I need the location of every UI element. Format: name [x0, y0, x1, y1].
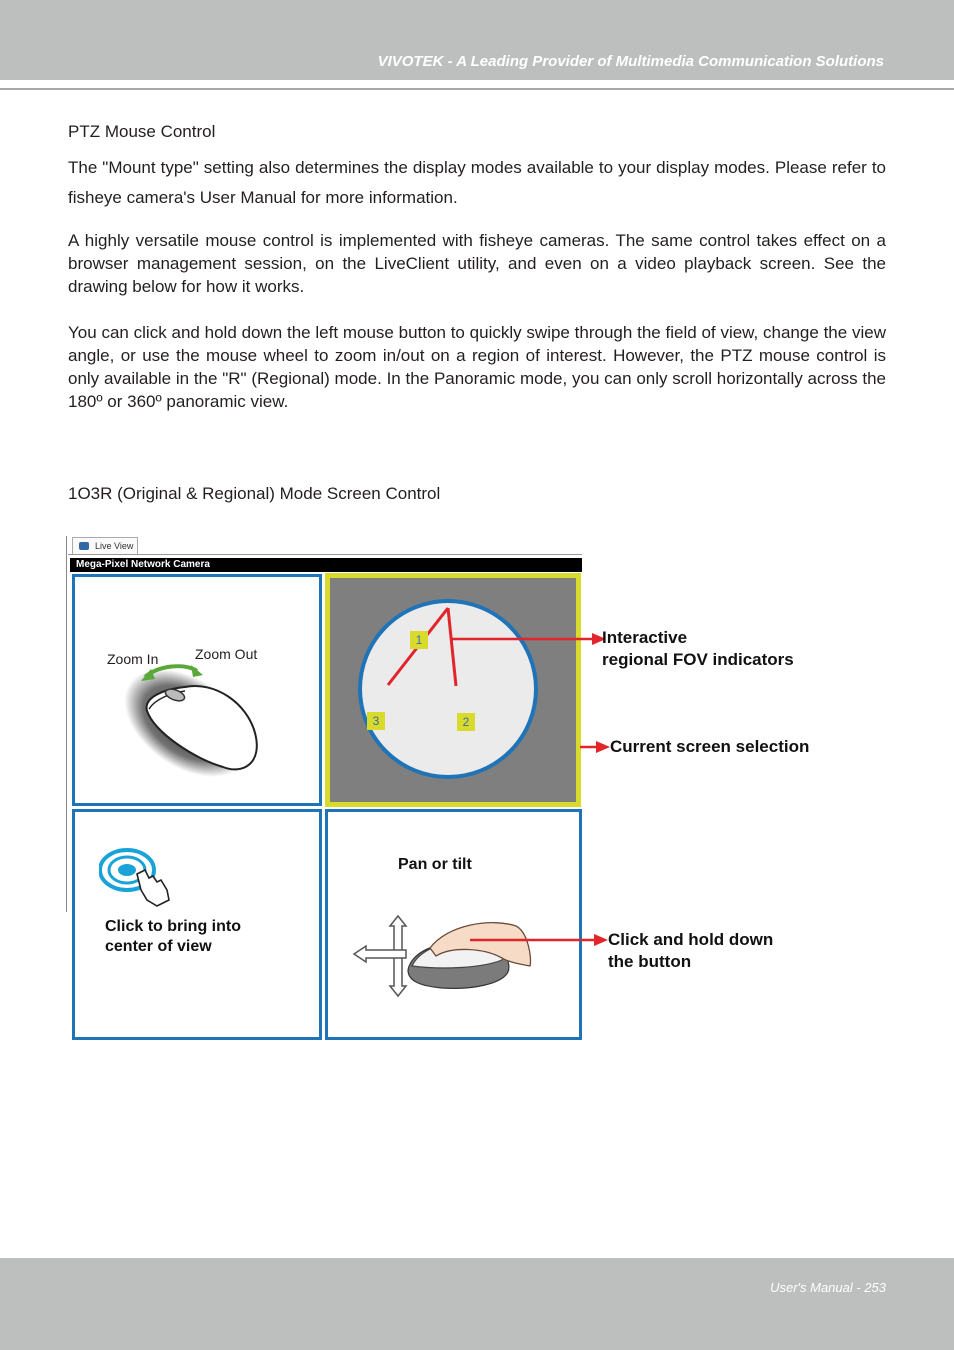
zoom-in-label: Zoom In [107, 651, 159, 667]
header-title: VIVOTEK - A Leading Provider of Multimedia Communication Solutions [377, 53, 884, 70]
callout-fov-line1: Interactive [602, 628, 688, 647]
header-divider [0, 88, 954, 90]
fov-indicator-2[interactable]: 2 [457, 713, 475, 731]
callout-hold-line2: the button [608, 952, 692, 971]
page-header [0, 0, 954, 80]
click-center-line2: center of view [105, 938, 212, 955]
callout-fov-line2: regional FOV indicators [602, 650, 794, 669]
callout-arrows [66, 536, 846, 1046]
screen-control-figure [66, 536, 846, 1046]
window-title-bar: Mega-Pixel Network Camera [70, 558, 582, 572]
fov-indicator-3[interactable]: 3 [367, 712, 385, 730]
callout-hold-line1: Click and hold down [608, 930, 774, 949]
tab-live-view-label: Live View [95, 541, 134, 551]
page-footer [0, 1258, 954, 1350]
section-title-1o3r: 1O3R (Original & Regional) Mode Screen Control [68, 484, 441, 503]
pan-tilt-label: Pan or tilt [398, 856, 472, 873]
section-title-ptz: PTZ Mouse Control [68, 122, 216, 141]
page-number: User's Manual - 253 [770, 1280, 886, 1295]
paragraph-mouse-control: A highly versatile mouse control is implemented with fisheye cameras. The same control takes effect on a browser management session, on the LiveClient utility, and even on a video playback screen. See the drawing below for how it works. [68, 231, 886, 296]
paragraph-swipe: You can click and hold down the left mouse button to quickly swipe through the field of view, change the view angle, or use the mouse wheel to zoom in/out on a region of interest. However, the PTZ mouse control is only available in the "R" (Regional) mode. In the Panoramic mode, you can only scroll horizontally across the 180º or 360º panoramic view. [68, 323, 886, 411]
fov-indicator-1[interactable]: 1 [410, 631, 428, 649]
paragraph-mount-type: The "Mount type" setting also determines the display modes available to your display modes. Please refer to fisheye camera's User Manual for more information. [68, 158, 886, 207]
zoom-out-label: Zoom Out [195, 646, 258, 662]
click-center-line1: Click to bring into [105, 918, 241, 935]
callout-screen-selection: Current screen selection [610, 737, 810, 756]
